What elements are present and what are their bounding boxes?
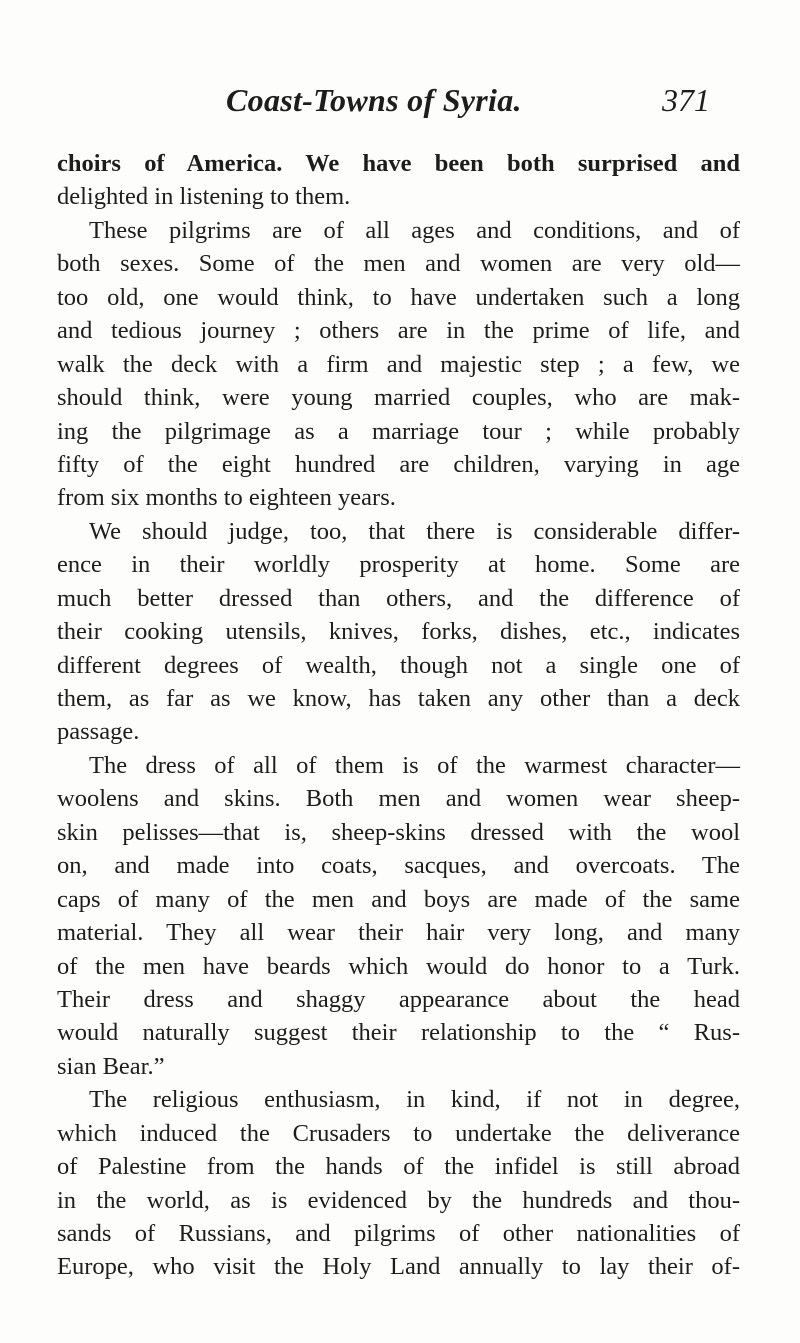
text-line: fifty of the eight hundred are children, varying in age bbox=[57, 450, 740, 478]
text-line: walk the deck with a firm and majestic step ; a few, we bbox=[57, 350, 740, 378]
text-line: and tedious journey ; others are in the prime of life, and bbox=[57, 317, 740, 345]
body-text bbox=[57, 147, 740, 1284]
text-line: ence in their worldly prosperity at home. Some are bbox=[57, 551, 740, 579]
text-line: both sexes. Some of the men and women are very old— bbox=[57, 250, 740, 278]
text-line: sands of Russians, and pilgrims of other nationalities of bbox=[57, 1220, 740, 1247]
text-line: on, and made into coats, sacques, and overcoats. The bbox=[57, 852, 740, 880]
text-line: caps of many of the men and boys are made of the same bbox=[57, 885, 740, 913]
text-line: sian Bear.” bbox=[57, 1052, 165, 1080]
text-line: Europe, who visit the Holy Land annually to lay their of- bbox=[57, 1253, 740, 1281]
text-line: choirs of America. We have been both surprised and bbox=[57, 150, 740, 177]
text-line: The dress of all of them is of the warmest character— bbox=[89, 751, 740, 779]
text-line: We should judge, too, that there is considerable differ- bbox=[89, 517, 740, 545]
text-line: much better dressed than others, and the difference of bbox=[57, 584, 740, 612]
text-line: woolens and skins. Both men and women wear sheep- bbox=[57, 785, 740, 813]
text-line: of the men have beards which would do honor to a Turk. bbox=[57, 952, 740, 980]
text-line: of Palestine from the hands of the infidel is still abroad bbox=[57, 1153, 740, 1181]
text-line: ing the pilgrimage as a marriage tour ; while probably bbox=[57, 417, 740, 445]
page-number: 371 bbox=[662, 82, 710, 118]
text-line: These pilgrims are of all ages and conditions, and of bbox=[89, 216, 740, 244]
text-line: passage. bbox=[57, 718, 140, 746]
text-line: in the world, as is evidenced by the hundreds and thou- bbox=[57, 1186, 740, 1214]
text-line: too old, one would think, to have undertaken such a long bbox=[57, 283, 740, 311]
text-line: delighted in listening to them. bbox=[57, 183, 351, 211]
text-line: would naturally suggest their relationship to the “ Rus- bbox=[57, 1019, 740, 1047]
text-line: different degrees of wealth, though not a single one of bbox=[57, 651, 740, 679]
text-line: them, as far as we know, has taken any other than a deck bbox=[57, 685, 740, 712]
text-line: from six months to eighteen years. bbox=[57, 484, 396, 512]
text-line: Their dress and shaggy appearance about the head bbox=[57, 985, 740, 1013]
text-line: which induced the Crusaders to undertake the deliverance bbox=[57, 1119, 740, 1147]
text-line: The religious enthusiasm, in kind, if not in degree, bbox=[89, 1086, 740, 1114]
text-line: their cooking utensils, knives, forks, dishes, etc., indicates bbox=[57, 618, 740, 646]
text-line: should think, were young married couples, who are mak- bbox=[57, 384, 740, 412]
text-line: material. They all wear their hair very long, and many bbox=[57, 919, 740, 947]
text-line: skin pelisses—that is, sheep-skins dressed with the wool bbox=[57, 818, 740, 846]
page-header bbox=[130, 82, 710, 132]
running-title: Coast-Towns of Syria. bbox=[226, 82, 522, 118]
